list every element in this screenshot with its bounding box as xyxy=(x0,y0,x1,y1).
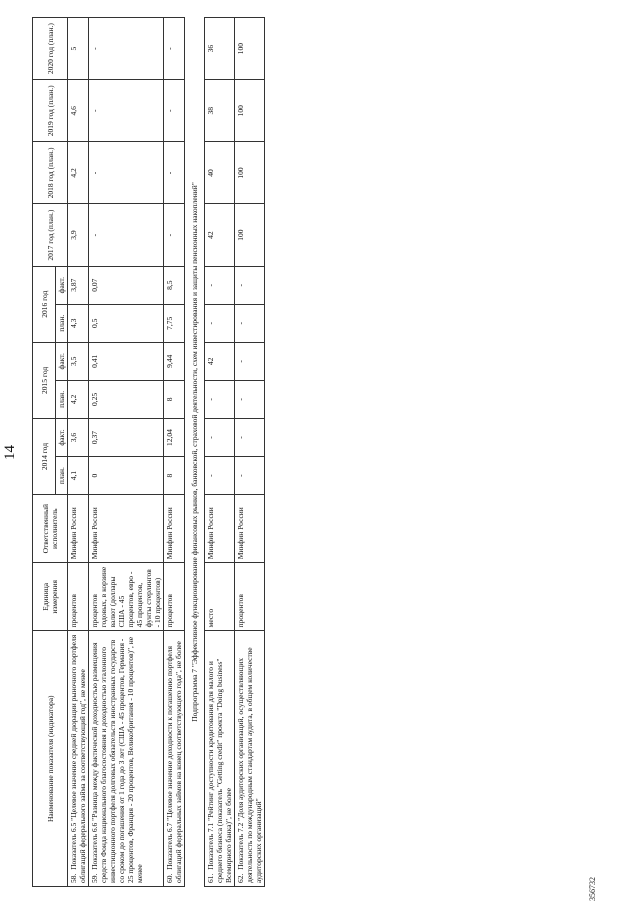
value-cell: 4,6 xyxy=(68,80,89,142)
executor-cell: Минфин России xyxy=(89,495,164,563)
value-cell: - xyxy=(205,418,235,456)
executor-cell: Минфин России xyxy=(205,495,235,563)
indicator-name xyxy=(89,631,164,887)
table-row xyxy=(235,18,265,887)
value-cell: 4,1 xyxy=(68,457,89,495)
value-cell: - xyxy=(205,380,235,418)
indicator-name xyxy=(235,631,265,887)
table-row xyxy=(164,18,185,887)
header-plan: план. xyxy=(56,457,68,495)
value-cell: 38 xyxy=(205,80,235,142)
header-executor: Ответственный исполнитель xyxy=(33,495,68,563)
header-fact: факт. xyxy=(56,342,68,380)
indicator-text: Показатель 7.2 "Доля аудиторских организаций, осуществляющих деятельность по международным стандартам аудита, в общем количестве аудиторских организаций" xyxy=(236,647,263,883)
unit-cell: процентов xyxy=(164,563,185,631)
value-cell: 100 xyxy=(235,142,265,204)
value-cell: 42 xyxy=(205,342,235,380)
indicator-text: Показатель 6.6 "Разница между фактической доходностью размещения средств Фонда национального благосостояния и доходностью эталонного инвестиционного портфеля долговых обязательств иностранных государств со сроком до погашения от 1 года до 3 лет (США - 45 процентов, Германия - 25 процентов, Франция - 20 процентов, Великобритания - 10 процентов)", не менее xyxy=(90,636,144,883)
value-cell: - xyxy=(205,266,235,304)
indicator-name xyxy=(164,631,185,887)
value-cell: - xyxy=(205,304,235,342)
value-cell: - xyxy=(235,266,265,304)
value-cell: 4,2 xyxy=(68,142,89,204)
executor-cell: Минфин России xyxy=(68,495,89,563)
value-cell: 0,5 xyxy=(89,304,164,342)
header-plan: план. xyxy=(56,304,68,342)
value-cell: 3,87 xyxy=(68,266,89,304)
value-cell: 0,41 xyxy=(89,342,164,380)
value-cell: - xyxy=(235,304,265,342)
value-cell: 36 xyxy=(205,18,235,80)
indicator-name xyxy=(68,631,89,887)
header-row-1 xyxy=(33,18,56,887)
value-cell: - xyxy=(205,457,235,495)
indicator-text: Показатель 7.1 "Рейтинг доступности кредитования для малого и среднего бизнеса (показатель "Getting credit" проекта "Doing business" Всемирного банка)", не более xyxy=(206,658,233,883)
table-row xyxy=(89,18,164,887)
value-cell: - xyxy=(89,80,164,142)
unit-cell: процентов xyxy=(68,563,89,631)
value-cell: - xyxy=(235,457,265,495)
value-cell: - xyxy=(164,142,185,204)
value-cell: - xyxy=(89,142,164,204)
row-number: 61. xyxy=(206,873,215,883)
unit-cell: процентов xyxy=(235,563,265,631)
value-cell: - xyxy=(164,80,185,142)
header-2017: 2017 год (план.) xyxy=(33,204,68,266)
subprogram-title: Подпрограмма 7 "Эффективное функционирование финансовых рынков, банковской, страховой деятельности, схем инвестирования и защиты пенсионных накоплений" xyxy=(185,18,205,887)
value-cell: 100 xyxy=(235,18,265,80)
table-row xyxy=(68,18,89,887)
value-cell: 0 xyxy=(89,457,164,495)
header-2015: 2015 год xyxy=(33,342,56,418)
header-2019: 2019 год (план.) xyxy=(33,80,68,142)
header-2018: 2018 год (план.) xyxy=(33,142,68,204)
header-2016: 2016 год xyxy=(33,266,56,342)
value-cell: 0,07 xyxy=(89,266,164,304)
row-number: 59. xyxy=(90,873,99,883)
value-cell: 7,75 xyxy=(164,304,185,342)
executor-cell: Минфин России xyxy=(164,495,185,563)
value-cell: 4,3 xyxy=(68,304,89,342)
unit-cell: место xyxy=(205,563,235,631)
value-cell: - xyxy=(235,380,265,418)
document-id: 356732 xyxy=(588,877,597,901)
header-2020: 2020 год (план.) xyxy=(33,18,68,80)
indicators-table xyxy=(32,17,265,887)
indicator-text: Показатель 6.7 "Целевое значение доходности к погашению портфеля облигаций федеральных займов на конец соответствующего года", не более xyxy=(165,641,183,883)
value-cell: 40 xyxy=(205,142,235,204)
subprogram-row xyxy=(185,18,205,887)
value-cell: - xyxy=(89,204,164,266)
unit-cell: процентов годовых, в корзине валют (доллары США - 45 процентов, евро - 45 процентов, фунты стерлингов - 10 процентов) xyxy=(89,563,164,631)
value-cell: 3,5 xyxy=(68,342,89,380)
row-number: 60. xyxy=(165,873,174,883)
value-cell: 8 xyxy=(164,457,185,495)
row-number: 58. xyxy=(69,873,78,883)
value-cell: 4,2 xyxy=(68,380,89,418)
table-row xyxy=(205,18,235,887)
page-number: 14 xyxy=(2,445,18,460)
value-cell: 9,44 xyxy=(164,342,185,380)
executor-cell: Минфин России xyxy=(235,495,265,563)
value-cell: 8 xyxy=(164,380,185,418)
value-cell: - xyxy=(235,418,265,456)
header-fact: факт. xyxy=(56,418,68,456)
value-cell: - xyxy=(164,18,185,80)
value-cell: 3,6 xyxy=(68,418,89,456)
value-cell: 8,5 xyxy=(164,266,185,304)
value-cell: - xyxy=(164,204,185,266)
value-cell: 100 xyxy=(235,80,265,142)
value-cell: - xyxy=(89,18,164,80)
header-unit: Единица измерения xyxy=(33,563,68,631)
row-number: 62. xyxy=(236,873,245,883)
header-2014: 2014 год xyxy=(33,418,56,494)
indicator-name xyxy=(205,631,235,887)
value-cell: 12,04 xyxy=(164,418,185,456)
value-cell: 100 xyxy=(235,204,265,266)
value-cell: 5 xyxy=(68,18,89,80)
header-fact: факт. xyxy=(56,266,68,304)
value-cell: 0,25 xyxy=(89,380,164,418)
value-cell: 3,9 xyxy=(68,204,89,266)
value-cell: 0,37 xyxy=(89,418,164,456)
header-plan: план. xyxy=(56,380,68,418)
indicator-text: Показатель 6.5 "Целевое значение средней дюрации рыночного портфеля облигаций федерального займа за соответствующий год", не менее xyxy=(69,634,87,883)
header-indicator: Наименование показателя (индикатора) xyxy=(33,631,68,887)
value-cell: - xyxy=(235,342,265,380)
value-cell: 42 xyxy=(205,204,235,266)
